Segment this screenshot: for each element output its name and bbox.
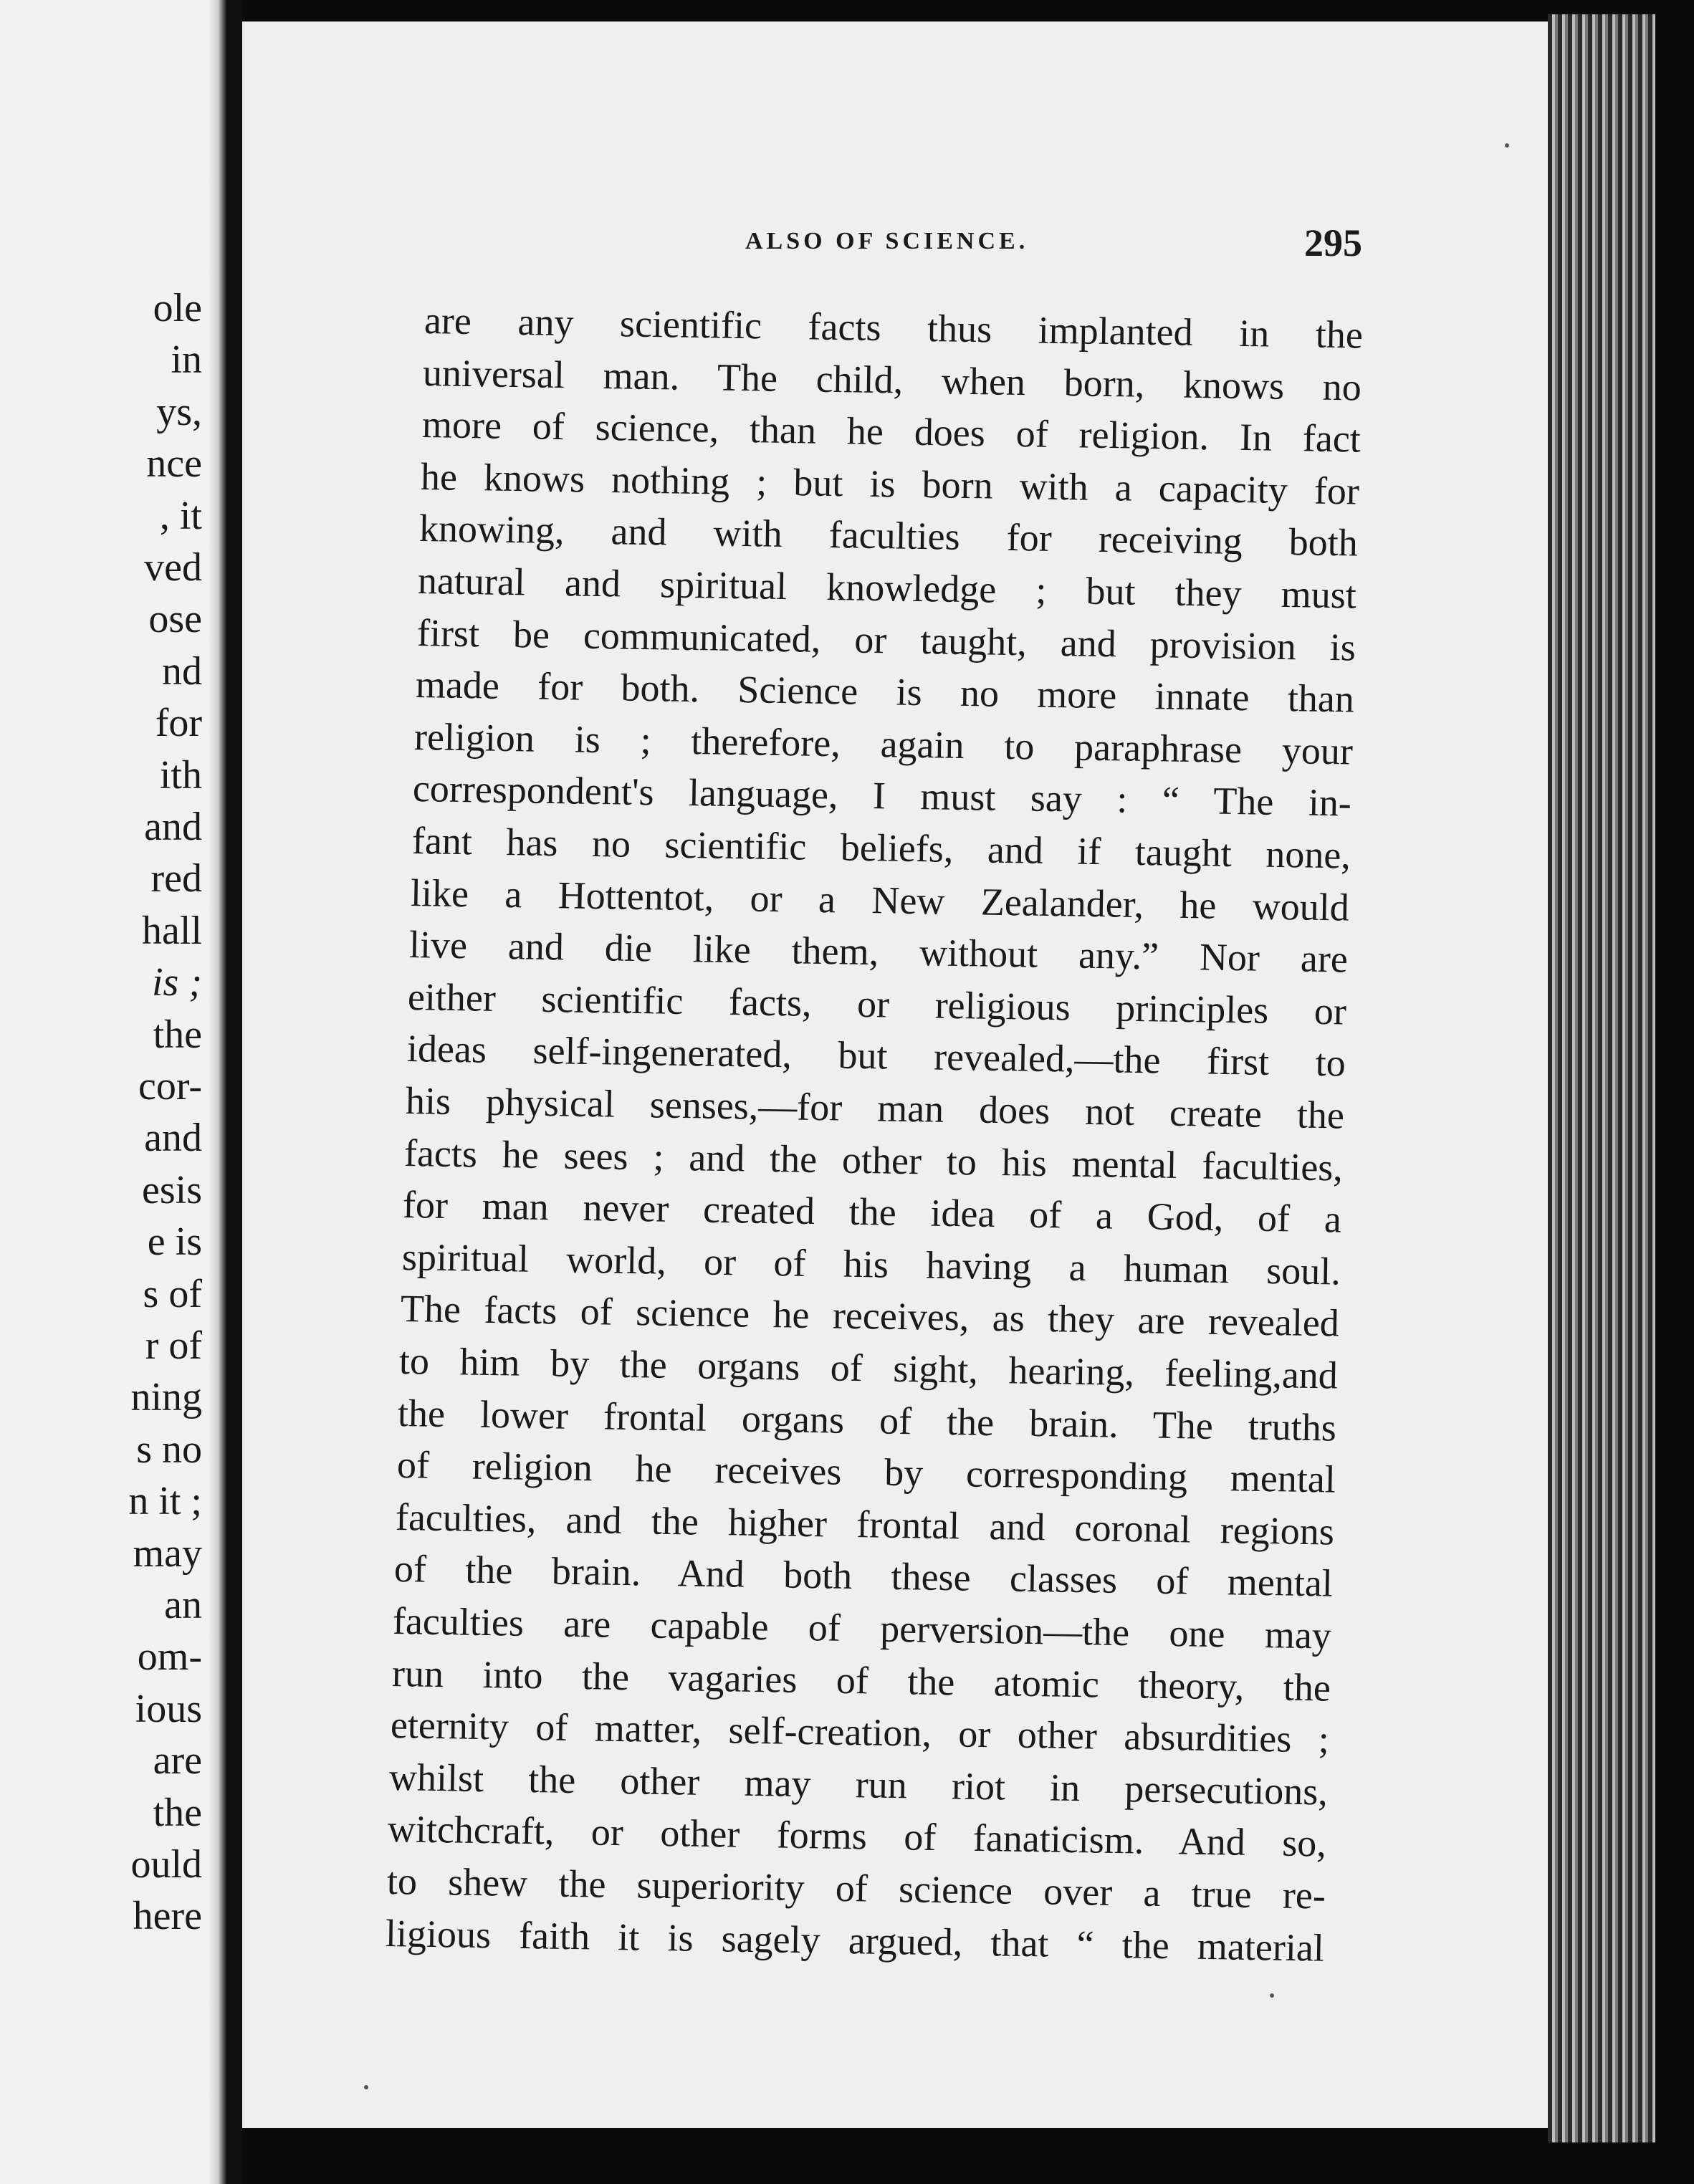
left-page-line: in [171, 337, 202, 383]
body-line: he knows nothing ; but is born with a capacity for [420, 454, 1360, 513]
left-page-line: cor- [138, 1064, 202, 1108]
left-page-line: e is [147, 1220, 202, 1265]
left-page-line: the [153, 1790, 202, 1835]
left-page-line: are [153, 1738, 202, 1783]
left-page-line: ved [144, 545, 202, 590]
left-page-line: n it ; [128, 1479, 202, 1524]
body-line: ideas self-ingenerated, but revealed,—the first to [406, 1027, 1346, 1085]
body-line: The facts of science he receives, as they are revealed [400, 1287, 1340, 1345]
left-page-line: ole [153, 286, 202, 330]
body-line: correspondent's language, I must say : “ The in- [412, 767, 1352, 825]
body-line: to shew the superiority of science over a true re- [386, 1859, 1326, 1917]
body-line: made for both. Science is no more innate than [415, 663, 1355, 721]
body-line: for man never created the idea of a God, of a [402, 1183, 1342, 1241]
body-line: faculties are capable of perversion—the one may [392, 1599, 1332, 1657]
body-line: universal man. The child, when born, knows no [422, 350, 1362, 409]
left-page-line: red [150, 856, 202, 901]
left-page-line: hall [142, 908, 202, 953]
left-page-line: for [155, 701, 202, 746]
body-line: run into the vagaries of the atomic theory, the [391, 1651, 1331, 1710]
body-line: first be communicated, or taught, and provision is [416, 610, 1356, 669]
body-line: whilst the other may run riot in persecutions, [388, 1755, 1329, 1814]
page-edges [1548, 14, 1655, 2142]
left-page-line: is ; [152, 960, 202, 1005]
left-page-line: here [133, 1894, 202, 1939]
page-speck [364, 2085, 368, 2089]
body-line: fant has no scientific beliefs, and if taught none, [411, 819, 1351, 877]
body-line: natural and spiritual knowledge ; but they must [417, 559, 1357, 617]
body-line: more of science, than he does of religion. In fact [421, 403, 1361, 461]
left-page-line: s no [136, 1427, 202, 1472]
body-line: like a Hottentot, or a New Zealander, he would [410, 871, 1350, 929]
left-page-line: ould [130, 1842, 202, 1887]
page-speck [1270, 1993, 1274, 1998]
body-line: witchcraft, or other forms of fanaticism. And so, [387, 1807, 1327, 1865]
body-line: of religion he receives by corresponding mental [396, 1443, 1336, 1501]
left-page-line: and [144, 805, 202, 849]
running-title: ALSO OF SCIENCE. [745, 228, 1029, 254]
left-page-line: the [153, 1012, 202, 1057]
body-line: the lower frontal organs of the brain. The truths [397, 1391, 1337, 1450]
body-line: are any scientific facts thus implanted in the [424, 299, 1364, 357]
body-line: of the brain. And both these classes of mental [393, 1547, 1334, 1605]
left-page-line: ose [148, 597, 202, 642]
page-speck [1505, 143, 1509, 148]
body-line: knowing, and with faculties for receiving both [418, 507, 1359, 565]
body-line: faculties, and the higher frontal and coronal regions [395, 1495, 1335, 1553]
page-number: 295 [1304, 221, 1362, 264]
left-page-line: , it [159, 493, 202, 538]
body-line: religion is ; therefore, again to paraphrase your [413, 714, 1354, 773]
body-line: either scientific facts, or religious principles or [407, 974, 1347, 1033]
left-page-line: may [133, 1531, 202, 1576]
left-page-line: r of [145, 1323, 202, 1368]
left-page-line: nd [162, 648, 202, 694]
body-line: eternity of matter, self-creation, or other absurdities ; [390, 1703, 1330, 1761]
left-page-line: s of [143, 1271, 202, 1316]
left-page-line: esis [142, 1167, 202, 1212]
left-page-line: om- [137, 1634, 202, 1680]
body-line: facts he sees ; and the other to his mental faculties, [403, 1131, 1344, 1189]
left-page-line: an [164, 1583, 202, 1627]
left-page-line: ith [159, 752, 202, 798]
book-gutter [208, 0, 242, 2184]
body-line: spiritual world, or of his having a human soul. [401, 1235, 1341, 1293]
left-page-line: and [144, 1116, 202, 1161]
left-page-line: ys, [156, 389, 202, 434]
body-line: his physical senses,—for man does not create the [405, 1079, 1345, 1137]
left-facing-page [0, 0, 208, 2184]
left-page-line: ious [135, 1686, 202, 1731]
body-line: ligious faith it is sagely argued, that “ the material [385, 1911, 1325, 1970]
body-line: to him by the organs of sight, hearing, feeling,and [398, 1339, 1339, 1397]
left-page-line: ning [130, 1375, 202, 1420]
body-line: live and die like them, without any.” Nor are [408, 923, 1349, 981]
left-page-line: nce [146, 441, 202, 487]
